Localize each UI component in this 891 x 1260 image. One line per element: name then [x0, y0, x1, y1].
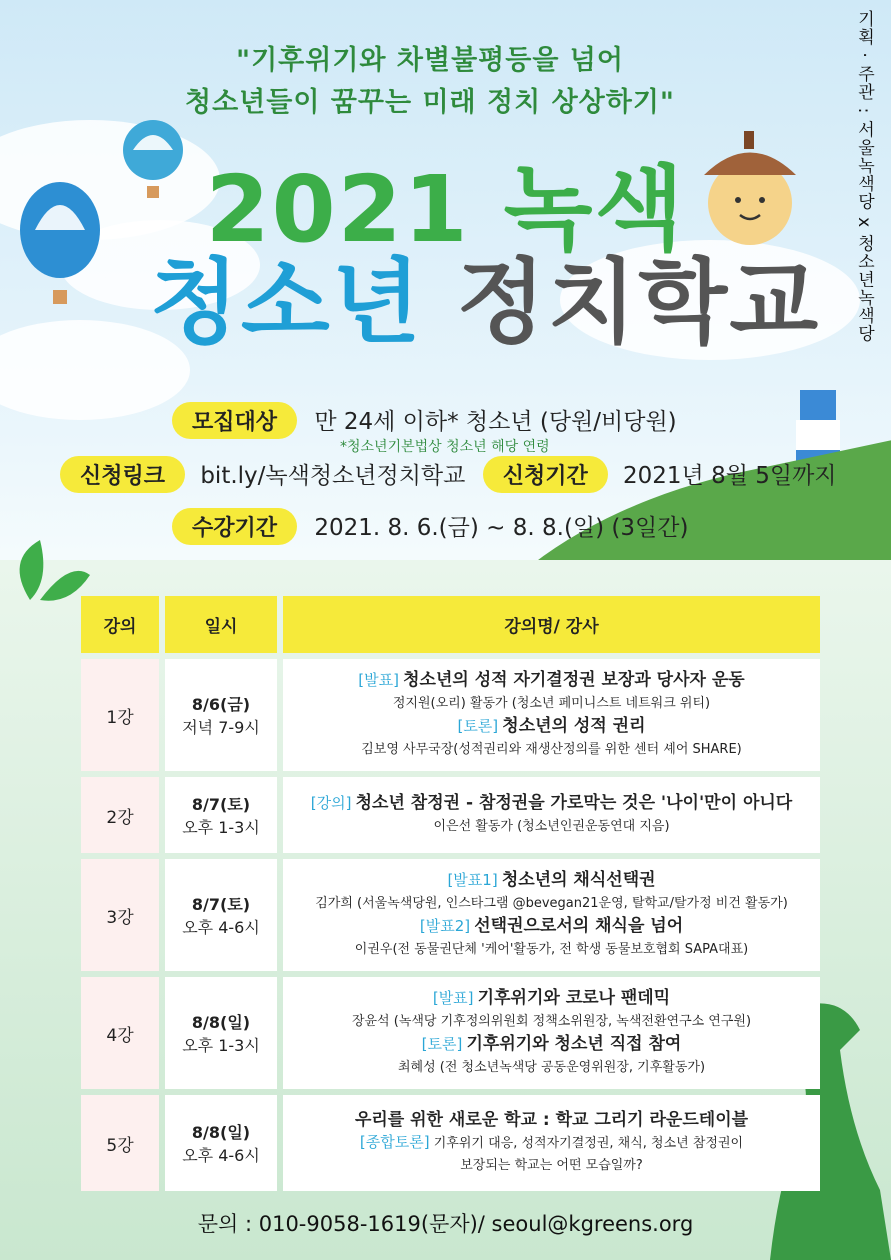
link-value[interactable]: bit.ly/녹색청소년정치학교 [200, 463, 466, 489]
lecture-datetime: 8/6(금) 저녁 7-9시 [165, 659, 277, 771]
lecture-number: 4강 [81, 977, 159, 1089]
lecture-number: 5강 [81, 1095, 159, 1191]
recruit-value: 만 24세 이하* 청소년 (당원/비당원) [314, 409, 677, 435]
organizer-text: 기획 · 주관 : 서울녹색당 x 청소년녹색당 [854, 10, 874, 343]
lecture-number: 3강 [81, 859, 159, 971]
recruit-label: 모집대상 [172, 402, 297, 439]
lecture-number: 1강 [81, 659, 159, 771]
lecture-datetime: 8/7(토) 오후 1-3시 [165, 777, 277, 853]
lecture-number: 2강 [81, 777, 159, 853]
table-row [81, 859, 820, 971]
apply-value: 2021년 8월 5일까지 [623, 463, 837, 489]
lecture-datetime: 8/8(일) 오후 1-3시 [165, 977, 277, 1089]
period-row [172, 508, 688, 545]
lecture-datetime: 8/8(일) 오후 4-6시 [165, 1095, 277, 1191]
table-row [81, 659, 820, 771]
title-school: 정치학교 [456, 249, 821, 356]
recruit-note: *청소년기본법상 청소년 해당 연령 [340, 439, 550, 455]
title-line-2 [150, 248, 820, 358]
tagline-line-2: 청소년들이 꿈꾸는 미래 정치 상상하기" [185, 87, 675, 118]
apply-label: 신청기간 [483, 456, 608, 493]
table-row [81, 777, 820, 853]
table-row [81, 977, 820, 1089]
header-title: 강의명/ 강사 [283, 596, 820, 653]
link-row [60, 456, 837, 493]
period-value: 2021. 8. 6.(금) ~ 8. 8.(일) (3일간) [314, 515, 689, 541]
table-row [81, 1095, 820, 1191]
recruit-row [172, 402, 677, 439]
lecture-detail: 우리를 위한 새로운 학교 : 학교 그리기 라운드테이블 [종합토론] 기후위기 대응, 성적자기결정권, 채식, 청소년 참정권이 보장되는 학교는 어떤 모습일까? [283, 1095, 820, 1191]
schedule-table [75, 590, 826, 1197]
lecture-detail: [발표] 청소년의 성적 자기결정권 보장과 당사자 운동 정지원(오리) 활동가 (청소년 페미니스트 네트워크 위티) [토론] 청소년의 성적 권리 김보영 사무국장(성적권리와 재생산정의를 위한 센터 셰어 SHARE) [283, 659, 820, 771]
lecture-detail: [발표1] 청소년의 채식선택권 김가희 (서울녹색당원, 인스타그램 @bevegan21운영, 탈학교/탈가정 비건 활동가) [발표2] 선택권으로서의 채식을 넘어 이권우(전 동물권단체 '케어'활동가, 전 학생 동물보호협회 SAPA대표) [283, 859, 820, 971]
period-label: 수강기간 [172, 508, 297, 545]
header-lecture: 강의 [81, 596, 159, 653]
lecture-detail: [강의] 청소년 참정권 - 참정권을 가로막는 것은 '나이'만이 아니다 이은선 활동가 (청소년인권운동연대 지음) [283, 777, 820, 853]
title-youth: 청소년 [150, 249, 423, 356]
tagline [0, 40, 860, 124]
contact-info: 문의 : 010-9058-1619(문자)/ seoul@kgreens.org [197, 1212, 694, 1236]
lecture-detail: [발표] 기후위기와 코로나 팬데믹 장윤석 (녹색당 기후정의위원회 정책소위원장, 녹색전환연구소 연구원) [토론] 기후위기와 청소년 직접 참여 최혜성 (전 청소년녹색당 공동운영위원장, 기후활동가) [283, 977, 820, 1089]
lecture-datetime: 8/7(토) 오후 4-6시 [165, 859, 277, 971]
tagline-line-1: "기후위기와 차별불평등을 넘어 [236, 45, 624, 76]
link-label: 신청링크 [60, 456, 185, 493]
title-line-1: 2021 녹색 [205, 156, 686, 263]
header-date: 일시 [165, 596, 277, 653]
table-header [81, 596, 820, 653]
